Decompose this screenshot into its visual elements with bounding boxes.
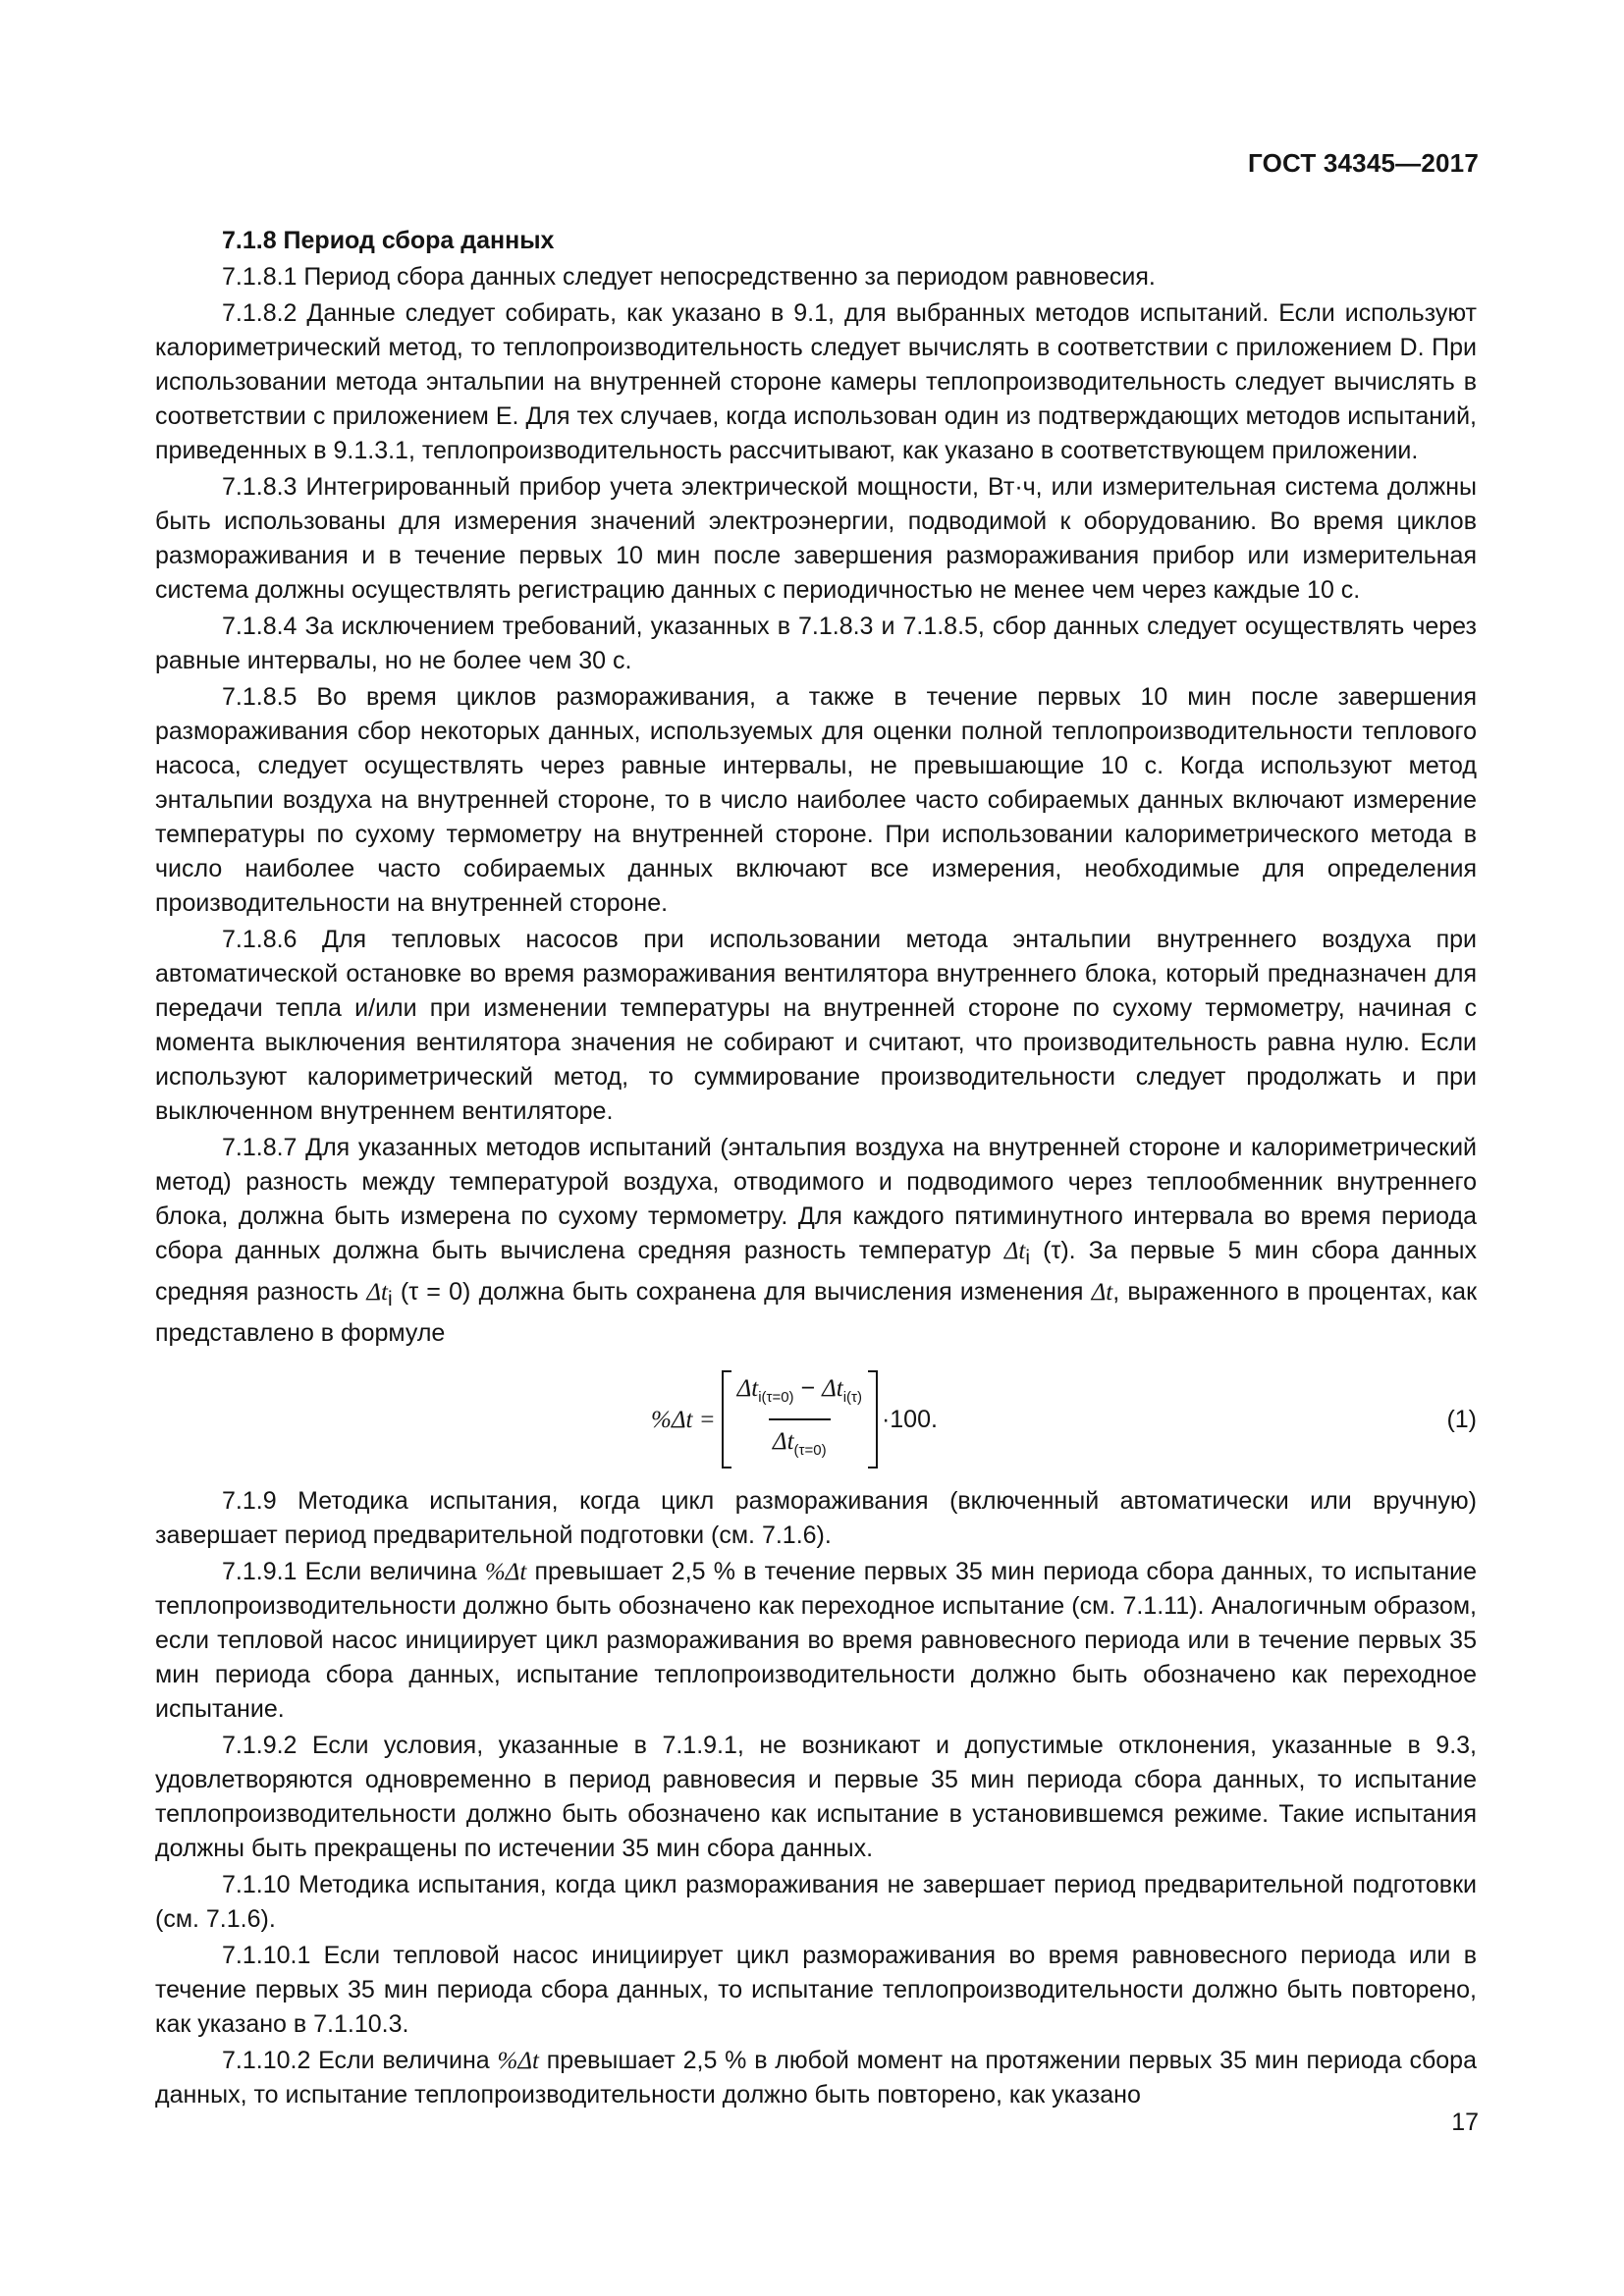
section-title: 7.1.8 Период сбора данных [222,227,555,254]
paragraph-text: превышает 2,5 % в любой момент на протяжении первых 35 мин периода сбора данных, то испытание теплопроизводительности должно быть повторено, как указано [155,2047,1477,2109]
subscript-i: i [1025,1247,1030,1269]
paragraph-7-1-8-6: 7.1.8.6 Для тепловых насосов при использовании метода энтальпии внутреннего воздуха при автоматической остановке во время размораживания вентилятора внутреннего блока, который предназначен для передачи тепла и/или при изменении температуры на внутренней стороне по сухому термометру, начиная с момента выключения вентилятора значения не собирают и считают, что производительность равна нулю. Если используют калориметрический метод, то суммирование производительности следует продолжать и при выключенном внутреннем вентиляторе. [155,926,1477,1125]
paragraph-text: , выраженного в процентах, как представлено в формуле [155,1278,1478,1347]
document-body [155,224,1477,2114]
paragraph-7-1-8-2: 7.1.8.2 Данные следует собирать, как указано в 9.1, для выбранных методов испытаний. Если используют калориметрический метод, то теплопроизводительность следует вычислять в соответствии с приложением D. При использовании метода энтальпии на внутренней стороне камеры теплопроизводительность следует вычислять в соответствии с приложением E. Для тех случаев, когда использован один из подтверждающих методов испытаний, приведенных в 9.1.3.1, теплопроизводительность рассчитывают, как указано в соответствующем приложении. [155,299,1477,464]
paragraph-7-1-9-2: 7.1.9.2 Если условия, указанные в 7.1.9.1, не возникают и допустимые отклонения, указанные в 9.3, удовлетворяются одновременно в период равновесия и первые 35 мин периода сбора данных, то испытание теплопроизводительности должно быть обозначено как испытание в установившемся режиме. Такие испытания должны быть прекращены по истечении 35 мин сбора данных. [155,1732,1477,1862]
subscript-i: i [388,1288,393,1310]
equation-number: (1) [1446,1405,1477,1433]
formula-body [651,1368,938,1470]
percent-delta-t-symbol: %Δt [484,1559,527,1585]
delta-t-symbol: Δt [1003,1238,1026,1264]
formula-1 [155,1368,1477,1470]
paragraph-7-1-10-2 [155,2044,1477,2112]
paragraph-text: превышает 2,5 % в течение первых 35 мин периода сбора данных, то испытание теплопроизводительности должно быть обозначено как переходное испытание (см. 7.1.11). Аналогичным образом, если тепловой насос инициирует цикл размораживания во время равновесного периода или в течение первых 35 мин периода сбора данных, испытание теплопроизводительности должно быть обозначено как переходное испытание. [155,1558,1478,1723]
paragraph-7-1-9: 7.1.9 Методика испытания, когда цикл размораживания (включенный автоматически или вручную) завершает период предварительной подготовки (см. 7.1.6). [155,1487,1477,1549]
paragraph-7-1-8-5: 7.1.8.5 Во время циклов размораживания, а также в течение первых 10 мин после завершения размораживания сбор некоторых данных, используемых для оценки полной теплопроизводительности теплового насоса, следует осуществлять через равные интервалы, не превышающие 10 с. Когда используют метод энтальпии воздуха на внутренней стороне, то в число наиболее часто собираемых данных включают измерение температуры по сухому термометру на внутренней стороне. При использовании калориметрического метода в число наиболее часто собираемых данных включают все измерения, необходимые для определения производительности на внутренней стороне. [155,683,1477,917]
paragraph-text: 7.1.8.7 Для указанных методов испытаний (энтальпия воздуха на внутренней стороне и калориметрический метод) разность между температурой воздуха, отводимого и подводимого через теплообменник внутреннего блока, должна быть измерена по сухому термометру. Для каждого пятиминутного интервала во время периода сбора данных должна быть вычислена средняя разность температур [155,1134,1477,1264]
paragraph-text: (τ = 0) должна быть сохранена для вычисления изменения [392,1278,1092,1306]
paragraph-7-1-10-1: 7.1.10.1 Если тепловой насос инициирует цикл размораживания во время равновесного периода или в течение первых 35 мин периода сбора данных, то испытание теплопроизводительности должно быть повторено, как указано в 7.1.10.3. [155,1942,1477,2038]
paragraph-7-1-8-4: 7.1.8.4 За исключением требований, указанных в 7.1.8.3 и 7.1.8.5, сбор данных следует осуществлять через равные интервалы, но не более чем 30 с. [155,613,1477,674]
paragraph-text: (τ). За первые 5 мин сбора данных средняя разность [155,1237,1477,1306]
page-number: 17 [1451,2109,1479,2136]
paragraph-7-1-8-7 [155,1131,1477,1351]
formula-bracket [722,1370,878,1468]
paragraph-7-1-10: 7.1.10 Методика испытания, когда цикл размораживания не завершает период предварительной подготовки (см. 7.1.6). [155,1871,1477,1933]
document-standard-header: ГОСТ 34345—2017 [1248,148,1479,178]
formula-fraction [733,1371,866,1468]
formula-lhs: %Δt = [651,1406,716,1433]
paragraph-7-1-8-1: 7.1.8.1 Период сбора данных следует непосредственно за периодом равновесия. [222,263,1156,291]
delta-t-symbol: Δt [1091,1279,1113,1306]
paragraph-text: 7.1.10.2 Если величина [222,2047,498,2074]
paragraph-text: 7.1.9.1 Если величина [222,1558,485,1585]
formula-tail: ·100. [881,1405,938,1433]
paragraph-7-1-9-1 [155,1555,1477,1727]
percent-delta-t-symbol: %Δt [497,2048,539,2074]
formula-denominator: $\Delta t_{(\tau=0)}$ [769,1418,831,1468]
delta-t-symbol: Δt [366,1279,388,1306]
formula-numerator: $\Delta t_{i(\tau=0)} - \Delta t_{i(\tau)}$ [736,1374,862,1406]
paragraph-7-1-8-3: 7.1.8.3 Интегрированный прибор учета электрической мощности, Вт·ч, или измерительная система должны быть использованы для измерения значений электроэнергии, подводимой к оборудованию. Во время циклов размораживания и в течение первых 10 мин после завершения размораживания прибор или измерительная система должны осуществлять регистрацию данных с периодичностью не менее чем через каждые 10 с. [155,473,1477,604]
